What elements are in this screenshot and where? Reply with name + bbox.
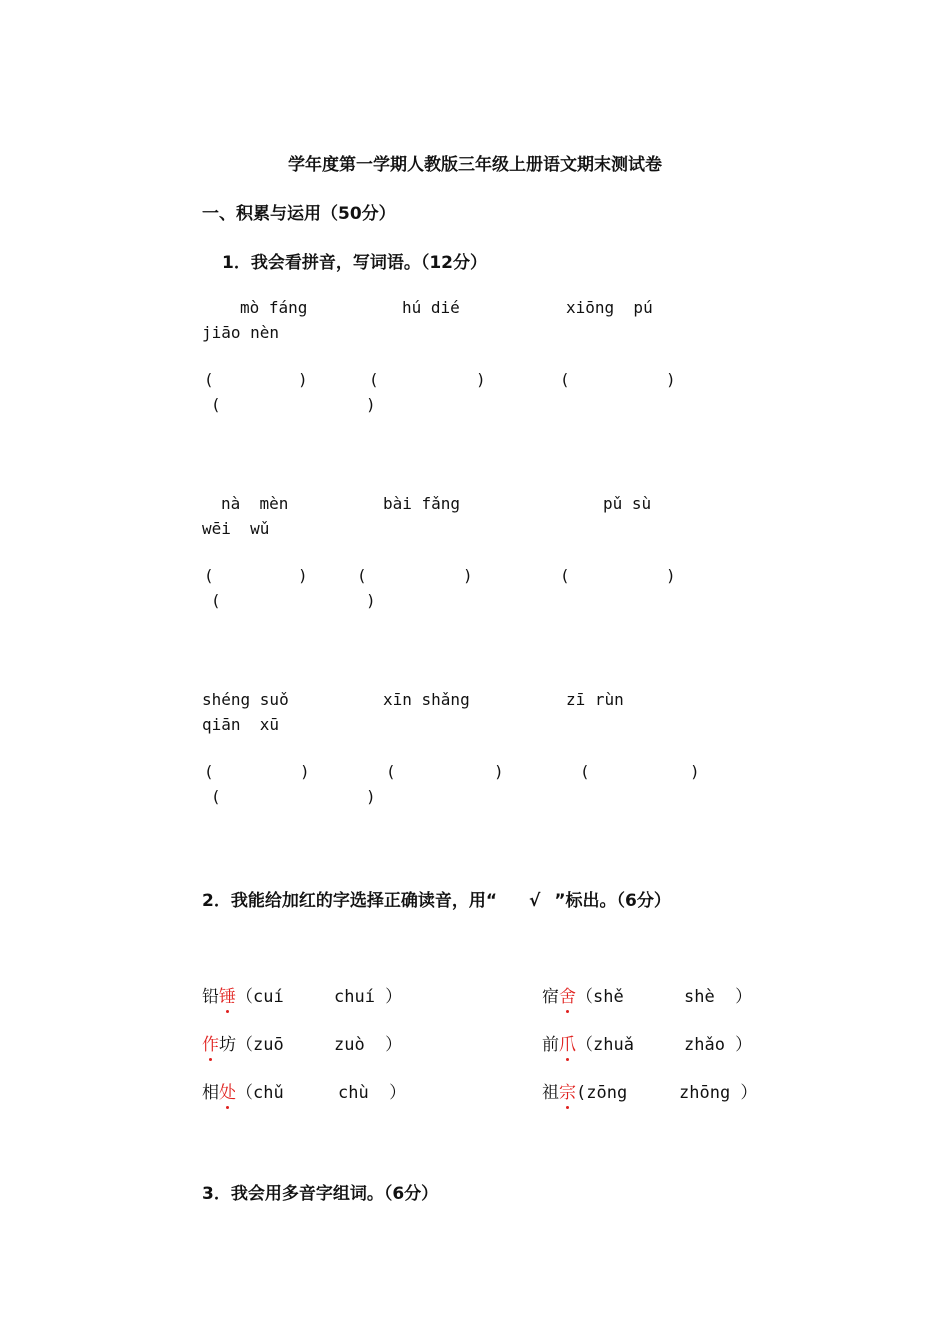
answer-blank-close: ) [666,566,676,585]
answer-blank-close: ) [366,787,376,806]
highlighted-char: 作 [202,1035,219,1055]
pinyin-item: wēi wǔ [202,519,270,538]
answer-blank-close: ) [366,591,376,610]
section-heading: 一、积累与运用（50分） [202,204,396,224]
reading-option-item: 相处（chǔ [202,1083,284,1103]
reading-option-choice: shè ） [684,987,753,1007]
reading-option-item: 铅锤（cuí [202,987,284,1007]
reading-option-choice: chù ） [338,1083,407,1103]
reading-option-choice: chuí ） [334,987,403,1007]
reading-option-item: 祖宗(zōng [542,1083,628,1103]
reading-option-item: 前爪（zhuǎ [542,1035,634,1055]
answer-blank-open: ( [580,762,590,781]
question-2-heading: 2．我能给加红的字选择正确读音，用“ √ ”标出。（6分） [202,891,671,911]
answer-blank-close: ) [463,566,473,585]
answer-blank-close: ) [298,370,308,389]
question-1-heading: 1．我会看拼音，写词语。（12分） [222,253,487,273]
answer-blank-close: ) [476,370,486,389]
pinyin-item: jiāo nèn [202,323,280,342]
question-3-heading: 3．我会用多音字组词。（6分） [202,1184,439,1204]
answer-blank-open: ( [204,370,214,389]
reading-option-item: 作坊（zuō [202,1035,284,1055]
highlighted-char: 舍 [559,987,576,1007]
pinyin-item: qiān xū [202,715,280,734]
answer-blank-open: ( [386,762,396,781]
answer-blank-close: ) [366,395,376,414]
answer-blank-open: ( [211,787,221,806]
answer-blank-open: ( [204,762,214,781]
answer-blank-open: ( [560,566,570,585]
pinyin-item: hú dié [402,298,460,317]
answer-blank-open: ( [204,566,214,585]
answer-blank-open: ( [211,591,221,610]
reading-option-item: 宿舍（shě [542,987,624,1007]
answer-blank-close: ) [298,566,308,585]
highlighted-char: 宗 [559,1083,576,1103]
answer-blank-open: ( [369,370,379,389]
pinyin-item: zī rùn [566,690,624,709]
pinyin-item: pǔ sù [603,494,652,513]
pinyin-item: mò fáng [240,298,308,317]
check-mark-icon: √ [529,891,541,911]
answer-blank-close: ) [666,370,676,389]
reading-option-choice: zuò ） [334,1035,403,1055]
answer-blank-close: ) [300,762,310,781]
pinyin-item: bài fǎng [383,494,461,513]
highlighted-char: 爪 [559,1035,576,1055]
answer-blank-open: ( [357,566,367,585]
pinyin-item: nà mèn [221,494,289,513]
pinyin-item: xīn shǎng [383,690,470,709]
reading-option-choice: zhōng ） [679,1083,758,1103]
answer-blank-close: ) [690,762,700,781]
highlighted-char: 处 [219,1083,236,1103]
page-title: 学年度第一学期人教版三年级上册语文期末测试卷 [288,155,662,175]
answer-blank-open: ( [211,395,221,414]
answer-blank-close: ) [494,762,504,781]
pinyin-item: xiōng pú [566,298,653,317]
pinyin-item: shéng suǒ [202,690,289,709]
answer-blank-open: ( [560,370,570,389]
highlighted-char: 锤 [219,987,236,1007]
reading-option-choice: zhǎo ） [684,1035,753,1055]
